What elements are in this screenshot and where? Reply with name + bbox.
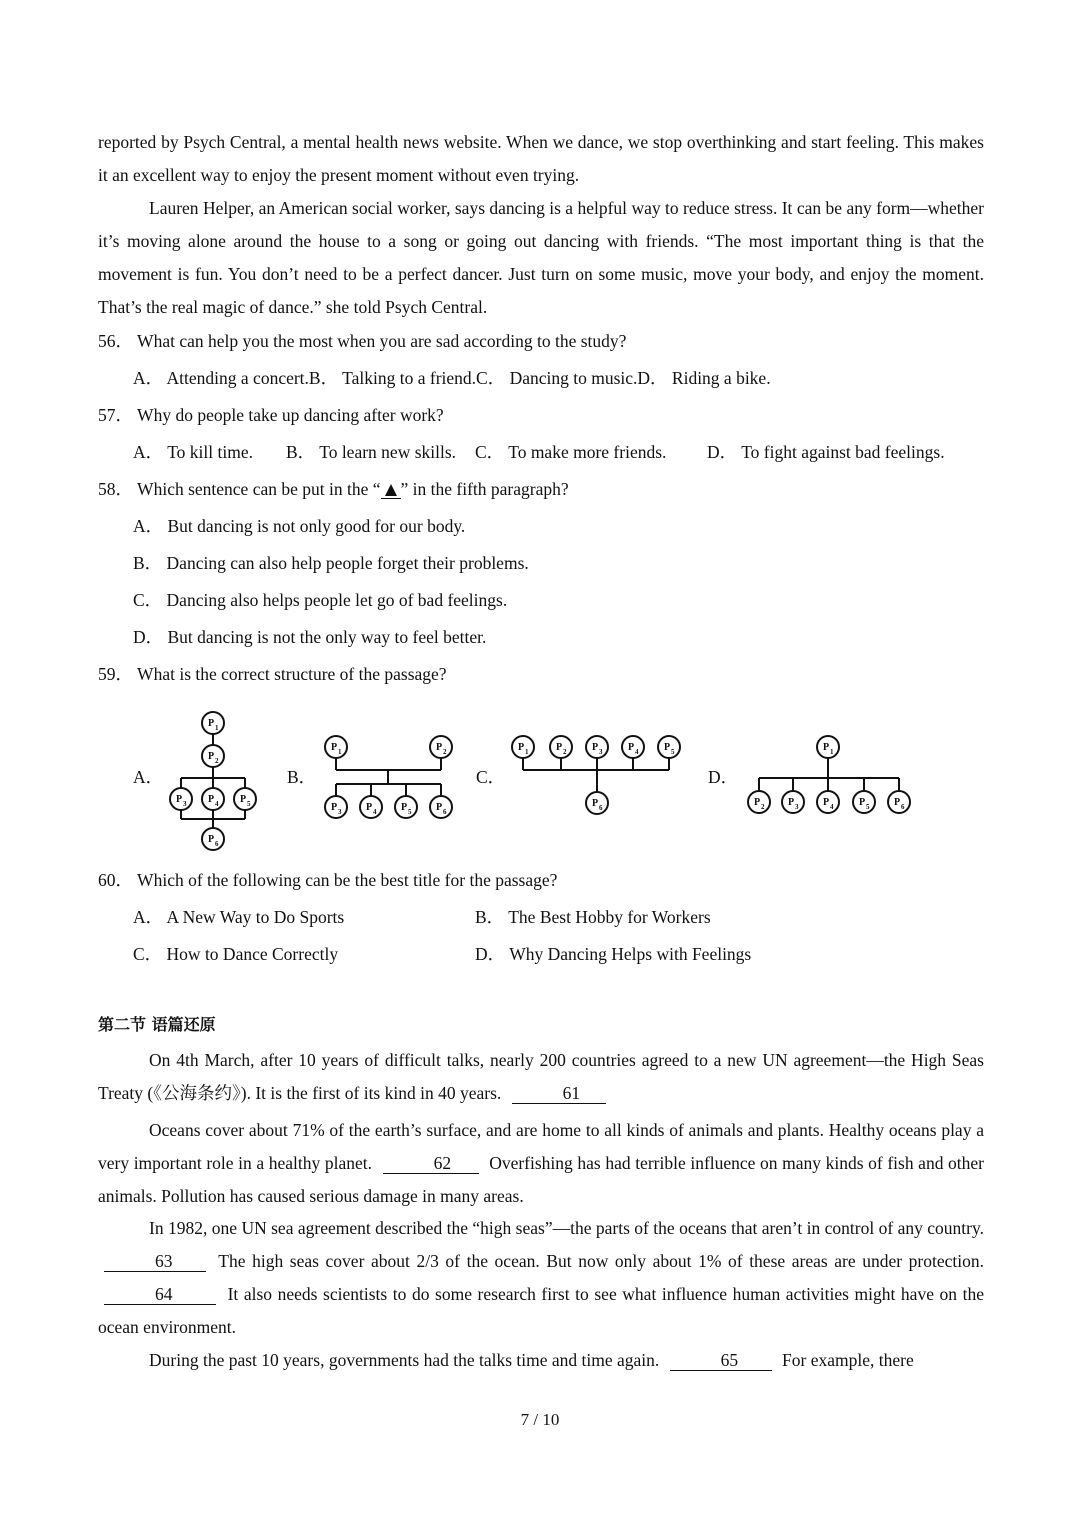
triangle-blank-marker	[381, 480, 401, 499]
question-58-stem	[98, 477, 569, 501]
section2-p2-text-a: Oceans cover about 71% of the earth’s surface, and are home to all kinds of animals and plants. Healthy oceans play a very important role in a healthy planet.	[98, 1120, 984, 1173]
node-sub-3: 3	[599, 748, 603, 756]
node-p1	[512, 736, 534, 758]
node-p4	[817, 791, 839, 813]
node-p: P	[208, 794, 215, 805]
passage-paragraph-lauren: Lauren Helper, an American social worker, says dancing is a helpful way to reduce stress. It can be any form—whether it’s moving alone around the house to a song or going out dancing with friends. “The most important thing is that the movement is fun. You don’t need to be a perfect dancer. Just turn on some music, move your body, and enjoy the moment. That’s the real magic of dance.” she told Psych Central.	[98, 198, 984, 317]
node-p: P	[331, 802, 338, 813]
node-sub-5: 5	[247, 800, 251, 808]
node-p2	[748, 791, 770, 813]
node-p4	[622, 736, 644, 758]
node-p: P	[664, 742, 671, 753]
structure-diagram-c	[512, 736, 680, 814]
node-p2	[550, 736, 572, 758]
question-56-stem: 56． What can help you the most when you are sad according to the study?	[98, 331, 627, 351]
triangle-icon	[385, 484, 397, 496]
node-p1	[817, 736, 839, 758]
passage-paragraph: reported by Psych Central, a mental health news website. When we dance, we stop overthinking and start feeling. This makes it an excellent way to enjoy the present moment without even trying.	[98, 132, 984, 185]
section2-paragraph-3	[98, 1212, 984, 1344]
section2-p1-text: On 4th March, after 10 years of difficult talks, nearly 200 countries agreed to a new UN agreement—the High Seas Treaty (《公海条约》). It is the first of its kind in 40 years.	[98, 1050, 984, 1103]
question-58-option-c: C． Dancing also helps people let go of bad feelings.	[133, 590, 508, 610]
node-p: P	[208, 751, 215, 762]
node-sub-1: 1	[338, 748, 342, 756]
node-sub-4: 4	[373, 808, 377, 816]
node-sub-2: 2	[443, 748, 447, 756]
structure-diagram-a	[170, 712, 256, 850]
section2-p3-text-a: In 1982, one UN sea agreement described the “high seas”—the parts of the oceans that aren’t in control of any country.	[149, 1218, 984, 1238]
node-p: P	[436, 742, 443, 753]
node-p5	[395, 796, 417, 818]
node-sub-1: 1	[830, 748, 834, 756]
node-p2	[430, 736, 452, 758]
question-57-option-d: D． To fight against bad feelings.	[707, 442, 945, 462]
question-58-option-d: D． But dancing is not the only way to feel better.	[133, 627, 487, 647]
blank-61[interactable]: 61	[512, 1083, 606, 1104]
node-p1	[325, 736, 347, 758]
question-56-options: A． Attending a concert.B． Talking to a friend.C． Dancing to music.D． Riding a bike.	[133, 368, 771, 388]
question-59-label-a: A．	[133, 767, 164, 787]
node-p3	[586, 736, 608, 758]
question-57-stem: 57． Why do people take up dancing after work?	[98, 405, 444, 425]
node-p6	[430, 796, 452, 818]
section2-paragraph-4	[98, 1344, 984, 1377]
node-p1	[202, 712, 224, 734]
question-57-option-c: C． To make more friends.	[475, 442, 667, 462]
section2-paragraph-2	[98, 1114, 984, 1213]
node-p6	[586, 792, 608, 814]
node-sub-1: 1	[215, 724, 219, 732]
section2-p3-text-b: The high seas cover about 2/3 of the ocean. But now only about 1% of these areas are under protection.	[218, 1251, 984, 1271]
node-p3	[170, 788, 192, 810]
node-p: P	[823, 742, 830, 753]
node-p: P	[592, 798, 599, 809]
node-p: P	[176, 794, 183, 805]
node-p: P	[240, 794, 247, 805]
node-p2	[202, 745, 224, 767]
node-sub-5: 5	[671, 748, 675, 756]
node-p6	[888, 791, 910, 813]
node-p: P	[518, 742, 525, 753]
node-sub-6: 6	[443, 808, 447, 816]
node-sub-5: 5	[408, 808, 412, 816]
node-p: P	[754, 797, 761, 808]
node-p3	[782, 791, 804, 813]
question-60-option-d: D． Why Dancing Helps with Feelings	[475, 944, 752, 964]
section-title: 第二节 语篇还原	[98, 1015, 216, 1034]
question-58-stem-after: ” in the fifth paragraph?	[400, 479, 569, 499]
question-58-option-b: B． Dancing can also help people forget their problems.	[133, 553, 529, 573]
section2-p4-text-a: During the past 10 years, governments had the talks time and time again.	[149, 1350, 660, 1370]
node-sub-6: 6	[901, 803, 905, 811]
node-p: P	[556, 742, 563, 753]
question-60-option-c: C． How to Dance Correctly	[133, 944, 339, 964]
question-57-option-b: B． To learn new skills.	[286, 442, 457, 462]
node-sub-2: 2	[761, 803, 765, 811]
node-p: P	[331, 742, 338, 753]
node-sub-6: 6	[215, 840, 219, 848]
node-p: P	[592, 742, 599, 753]
node-sub-2: 2	[215, 757, 219, 765]
node-p: P	[436, 802, 443, 813]
blank-64[interactable]: 64	[104, 1284, 216, 1305]
node-sub-3: 3	[183, 800, 187, 808]
question-60-option-a: A． A New Way to Do Sports	[133, 907, 345, 927]
section2-p2-text-b: Overfishing has had terrible influence on many kinds of fish and other animals. Pollution has caused serious damage in many areas.	[98, 1153, 984, 1206]
node-p4	[202, 788, 224, 810]
question-60-stem: 60． Which of the following can be the best title for the passage?	[98, 870, 558, 890]
node-sub-4: 4	[830, 803, 834, 811]
node-sub-4: 4	[635, 748, 639, 756]
question-59-label-b: B．	[287, 767, 317, 787]
node-p5	[853, 791, 875, 813]
question-60-option-b: B． The Best Hobby for Workers	[475, 907, 711, 927]
node-p: P	[366, 802, 373, 813]
structure-diagram-d	[748, 736, 910, 813]
node-p: P	[208, 718, 215, 729]
node-p3	[325, 796, 347, 818]
node-p: P	[208, 834, 215, 845]
node-sub-1: 1	[525, 748, 529, 756]
section2-p4-text-b: For example, there	[782, 1350, 914, 1370]
node-p: P	[628, 742, 635, 753]
node-p: P	[401, 802, 408, 813]
question-59-label-c: C．	[476, 767, 506, 787]
question-59-stem: 59． What is the correct structure of the passage?	[98, 664, 447, 684]
node-p6	[202, 828, 224, 850]
node-sub-3: 3	[795, 803, 799, 811]
blank-62[interactable]: 62	[383, 1153, 479, 1174]
question-58-stem-before: 58． Which sentence can be put in the “	[98, 479, 381, 499]
node-sub-3: 3	[338, 808, 342, 816]
section2-paragraph-1	[98, 1044, 984, 1110]
question-58-option-a: A． But dancing is not only good for our body.	[133, 516, 466, 536]
page-number: 7 / 10	[520, 1410, 560, 1429]
section2-p3-text-c: It also needs scientists to do some research first to see what influence human activities might have on the ocean environment.	[98, 1284, 984, 1337]
node-sub-4: 4	[215, 800, 219, 808]
node-sub-2: 2	[563, 748, 567, 756]
structure-diagram-b	[325, 736, 452, 818]
node-p5	[234, 788, 256, 810]
node-p: P	[823, 797, 830, 808]
node-p: P	[894, 797, 901, 808]
blank-65[interactable]: 65	[670, 1350, 772, 1371]
blank-63[interactable]: 63	[104, 1251, 206, 1272]
node-p: P	[788, 797, 795, 808]
node-p: P	[859, 797, 866, 808]
node-sub-6: 6	[599, 804, 603, 812]
node-p4	[360, 796, 382, 818]
node-sub-5: 5	[866, 803, 870, 811]
question-57-option-a: A． To kill time.	[133, 442, 253, 462]
question-59-label-d: D．	[708, 767, 739, 787]
node-p5	[658, 736, 680, 758]
structure-diagrams	[0, 700, 1080, 860]
